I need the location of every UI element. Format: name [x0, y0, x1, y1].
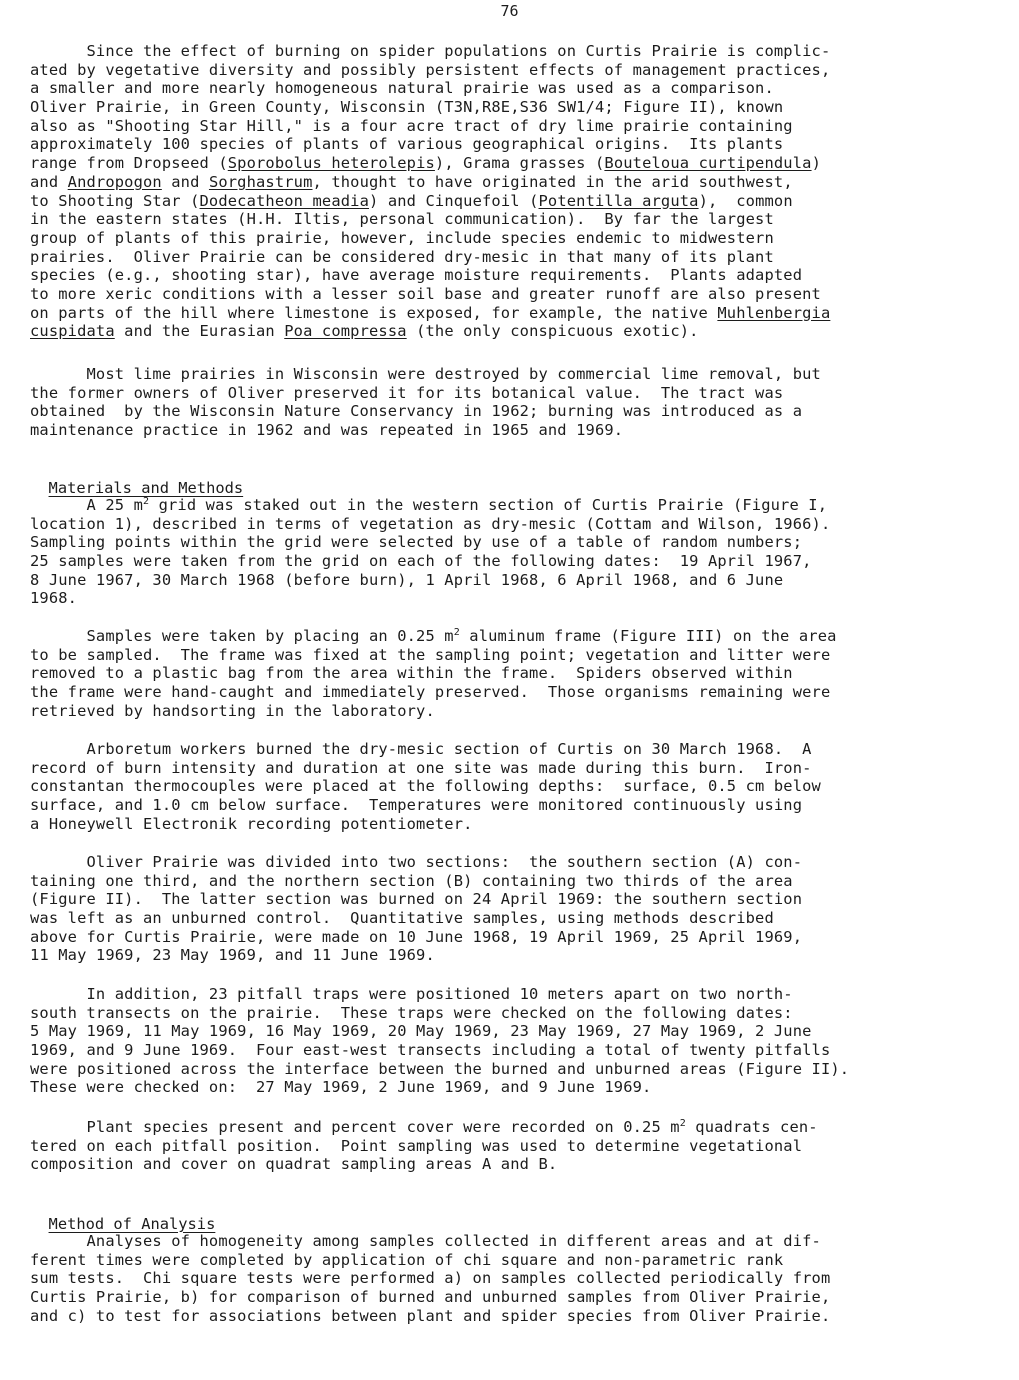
- text-line: tered on each pitfall position. Point sampling was used to determine vegetational: [30, 1136, 803, 1155]
- text-line: maintenance practice in 1962 and was repeated in 1965 and 1969.: [30, 421, 624, 440]
- text-line: composition and cover on quadrat sampling areas A and B.: [30, 1155, 558, 1174]
- paragraph-frame-sampling: [30, 627, 992, 720]
- page-number: 76: [500, 2, 519, 20]
- text-line: 1969, and 9 June 1969. Four east-west transects including a total of twenty pitfalls: [30, 1041, 831, 1060]
- text-line: south transects on the prairie. These traps were checked on the following dates:: [30, 1003, 793, 1022]
- paragraph-oliver-sections: [30, 853, 992, 965]
- text-line: location 1), described in terms of vegetation as dry-mesic (Cottam and Wilson, 1966).: [30, 514, 831, 533]
- text-line: Curtis Prairie, b) for comparison of burned and unburned samples from Oliver Prairie,: [30, 1288, 831, 1307]
- superscript: 2: [453, 627, 460, 638]
- paragraph-plant-cover: [30, 1118, 992, 1174]
- text-fragment: grid was staked out in the western section of Curtis Prairie (Figure I,: [149, 496, 828, 514]
- text-line: a Honeywell Electronik recording potentiometer.: [30, 814, 473, 833]
- text-line: in the eastern states (H.H. Iltis, personal communication). By far the largest: [30, 210, 774, 229]
- text-line: the former owners of Oliver preserved it for its botanical value. The tract was: [30, 383, 784, 402]
- text-line: Analyses of homogeneity among samples collected in different areas and at dif-: [30, 1232, 821, 1250]
- text-line: Oliver Prairie was divided into two sections: the southern section (A) con-: [30, 853, 803, 871]
- text-line: approximately 100 species of plants of various geographical origins. Its plants: [30, 135, 784, 154]
- paragraph-pitfall-traps: [30, 985, 992, 1097]
- text-line: 5 May 1969, 11 May 1969, 16 May 1969, 20 May 1969, 23 May 1969, 27 May 1969, 2 June: [30, 1022, 812, 1041]
- text-line: Since the effect of burning on spider populations on Curtis Prairie is complic-: [30, 42, 831, 60]
- text-line: removed to a plastic bag from the area within the frame. Spiders observed within: [30, 664, 793, 683]
- text-line: group of plants of this prairie, however, include species endemic to midwestern: [30, 228, 774, 247]
- text-line: above for Curtis Prairie, were made on 10 June 1968, 19 April 1969, 25 April 1969,: [30, 927, 803, 946]
- superscript: 2: [143, 496, 150, 507]
- heading-materials-and-methods: [30, 460, 243, 497]
- text-line: 8 June 1967, 30 March 1968 (before burn), 1 April 1968, 6 April 1968, and 6 June: [30, 570, 784, 589]
- text-fragment: Samples were taken by placing an 0.25 m: [30, 627, 454, 645]
- text-line: Arboretum workers burned the dry-mesic section of Curtis on 30 March 1968. A: [30, 740, 812, 758]
- text-line: retrieved by handsorting in the laboratory.: [30, 701, 435, 720]
- text-line: and c) to test for associations between plant and spider species from Oliver Prairie.: [30, 1306, 831, 1325]
- text-line: 1968.: [30, 589, 78, 608]
- text-line: Oliver Prairie, in Green County, Wisconsin (T3N,R8E,S36 SW1/4; Figure II), known: [30, 98, 784, 117]
- text-line: also as "Shooting Star Hill," is a four acre tract of dry lime prairie containing: [30, 116, 793, 135]
- paragraph-analysis: [30, 1232, 992, 1325]
- text-fragment: A 25 m: [30, 496, 143, 514]
- text-line: ated by vegetative diversity and possibly persistent effects of management practices,: [30, 60, 831, 79]
- text-line: was left as an unburned control. Quantitative samples, using methods described: [30, 909, 774, 928]
- text-line: record of burn intensity and duration at one site was made during this burn. Iron-: [30, 758, 812, 777]
- text-line: 25 samples were taken from the grid on each of the following dates: 19 April 1967,: [30, 552, 812, 571]
- paragraph-grid-sampling: [30, 496, 992, 608]
- text-line: surface, and 1.0 cm below surface. Temperatures were monitored continuously using: [30, 796, 803, 815]
- text-line: taining one third, and the northern section (B) containing two thirds of the area: [30, 871, 793, 890]
- text-line: sum tests. Chi square tests were performed a) on samples collected periodically from: [30, 1269, 831, 1288]
- text-line: to be sampled. The frame was fixed at the sampling point; vegetation and litter were: [30, 645, 831, 664]
- text-line: cuspidata and the Eurasian Poa compressa (the only conspicuous exotic).: [30, 322, 699, 341]
- paragraph-oliver-prairie: [30, 42, 992, 341]
- paragraph-burn-record: [30, 740, 992, 833]
- text-line: [30, 496, 992, 515]
- text-line: range from Dropseed (Sporobolus heterolepis), Grama grasses (Bouteloua curtipendula): [30, 154, 821, 173]
- superscript: 2: [679, 1118, 686, 1129]
- paragraph-lime-prairies: [30, 365, 992, 440]
- text-line: Sampling points within the grid were selected by use of a table of random numbers;: [30, 533, 803, 552]
- text-fragment: Plant species present and percent cover were recorded on 0.25 m: [30, 1118, 680, 1136]
- text-line: ferent times were completed by application of chi square and non-parametric rank: [30, 1250, 784, 1269]
- text-line: to Shooting Star (Dodecatheon meadia) and Cinquefoil (Potentilla arguta), common: [30, 191, 793, 210]
- text-line: to more xeric conditions with a lesser soil base and greater runoff are also present: [30, 284, 821, 303]
- section-heading: Method of Analysis: [48, 1214, 216, 1233]
- section-heading: Materials and Methods: [48, 478, 244, 497]
- text-line: on parts of the hill where limestone is exposed, for example, the native Muhlenbergia: [30, 303, 831, 322]
- text-line: obtained by the Wisconsin Nature Conservancy in 1962; burning was introduced as a: [30, 402, 803, 421]
- text-line: constantan thermocouples were placed at the following depths: surface, 0.5 cm below: [30, 777, 821, 796]
- heading-method-of-analysis: [30, 1196, 215, 1233]
- text-line: Most lime prairies in Wisconsin were destroyed by commercial lime removal, but: [30, 365, 821, 383]
- text-line: prairies. Oliver Prairie can be considered dry-mesic in that many of its plant: [30, 247, 774, 266]
- text-fragment: quadrats cen-: [685, 1118, 818, 1136]
- text-line: a smaller and more nearly homogeneous natural prairie was used as a comparison.: [30, 79, 774, 98]
- text-line: (Figure II). The latter section was burned on 24 April 1969: the southern section: [30, 890, 803, 909]
- text-line: the frame were hand-caught and immediately preserved. Those organisms remaining were: [30, 683, 831, 702]
- text-fragment: aluminum frame (Figure III) on the area: [459, 627, 837, 645]
- text-line: were positioned across the interface between the burned and unburned areas (Figure II).: [30, 1059, 850, 1078]
- text-line: [30, 627, 992, 646]
- text-line: and Andropogon and Sorghastrum, thought to have originated in the arid southwest,: [30, 172, 793, 191]
- text-line: [30, 1118, 992, 1137]
- text-line: In addition, 23 pitfall traps were positioned 10 meters apart on two north-: [30, 985, 793, 1003]
- text-line: These were checked on: 27 May 1969, 2 June 1969, and 9 June 1969.: [30, 1078, 652, 1097]
- text-line: species (e.g., shooting star), have average moisture requirements. Plants adapted: [30, 266, 803, 285]
- text-line: 11 May 1969, 23 May 1969, and 11 June 1969.: [30, 946, 435, 965]
